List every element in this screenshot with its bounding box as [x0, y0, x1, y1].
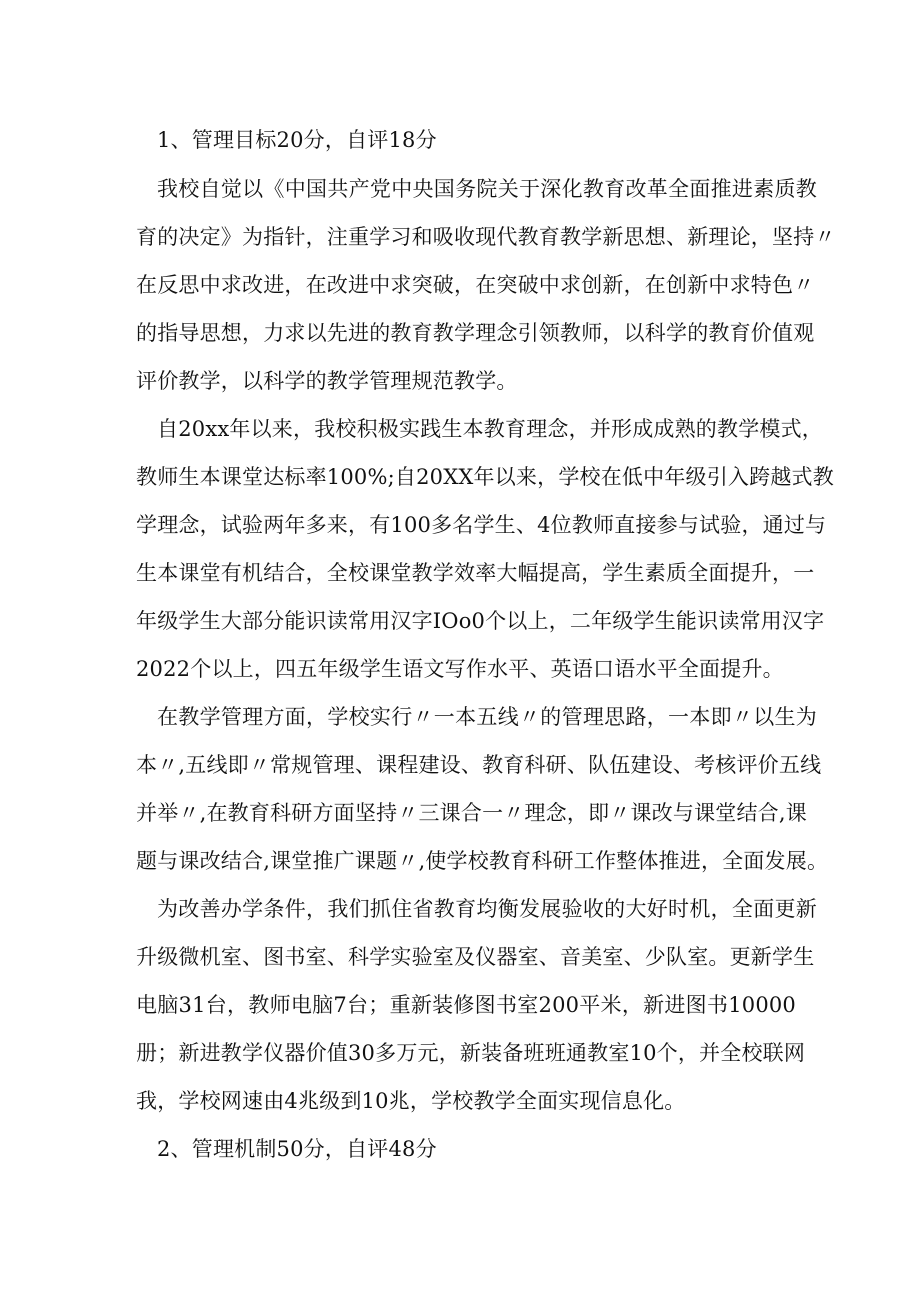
paragraph-1-line-1: 我校自觉以《中国共产党中央国务院关于深化教育改革全面推进素质教: [157, 177, 817, 201]
paragraph-2-line-3: 学理念，试验两年多来，有100多名学生、4位教师直接参与试验，通过与: [136, 513, 827, 537]
paragraph-1-line-5: 评价教学，以科学的教学管理规范教学。: [136, 369, 518, 393]
paragraph-3-line-4: 题与课改结合,课堂推广课题〃,使学校教育科研工作整体推进，全面发展。: [136, 849, 829, 873]
section-heading-1: 1、管理目标20分，自评18分: [157, 128, 437, 152]
paragraph-2-line-6: 2022个以上，四五年级学生语文写作水平、英语口语水平全面提升。: [136, 657, 784, 681]
paragraph-1-line-3: 在反思中求改进，在改进中求突破，在突破中求创新，在创新中求特色〃: [136, 273, 815, 297]
paragraph-4-line-5: 我，学校网速由4兆级到10兆，学校教学全面实现信息化。: [136, 1089, 686, 1113]
paragraph-1-line-2: 育的决定》为指针，注重学习和吸收现代教育教学新思想、新理论，坚持〃: [136, 225, 836, 249]
paragraph-2-line-5: 年级学生大部分能识读常用汉字IOo0个以上，二年级学生能识读常用汉字: [136, 609, 825, 633]
paragraph-3-line-2: 本〃,五线即〃常规管理、课程建设、教育科研、队伍建设、考核评价五线: [136, 753, 822, 777]
paragraph-2-line-1: 自20xx年以来，我校积极实践生本教育理念，并形成成熟的教学模式，: [157, 417, 824, 441]
paragraph-2-line-4: 生本课堂有机结合，全校课堂教学效率大幅提高，学生素质全面提升，一: [136, 561, 815, 585]
paragraph-3-line-3: 并举〃,在教育科研方面坚持〃三课合一〃理念，即〃课改与课堂结合,课: [136, 801, 807, 825]
paragraph-4-line-2: 升级微机室、图书室、科学实验室及仪器室、音美室、少队室。更新学生: [136, 945, 815, 969]
paragraph-1-line-4: 的指导思想，力求以先进的教育教学理念引领教师，以科学的教育价值观: [136, 321, 815, 345]
paragraph-3-line-1: 在教学管理方面，学校实行〃一本五线〃的管理思路，一本即〃以生为: [157, 705, 817, 729]
paragraph-4-line-1: 为改善办学条件，我们抓住省教育均衡发展验收的大好时机，全面更新: [157, 897, 817, 921]
paragraph-4-line-3: 电脑31台，教师电脑7台；重新装修图书室200平米，新进图书10000: [136, 993, 796, 1017]
section-heading-2: 2、管理机制50分，自评48分: [157, 1137, 437, 1161]
paragraph-4-line-4: 册；新进教学仪器价值30多万元，新装备班班通教室10个，并全校联网: [136, 1041, 806, 1065]
paragraph-2-line-2: 教师生本课堂达标率100%;自20XX年以来，学校在低中年级引入跨越式教: [136, 465, 834, 489]
